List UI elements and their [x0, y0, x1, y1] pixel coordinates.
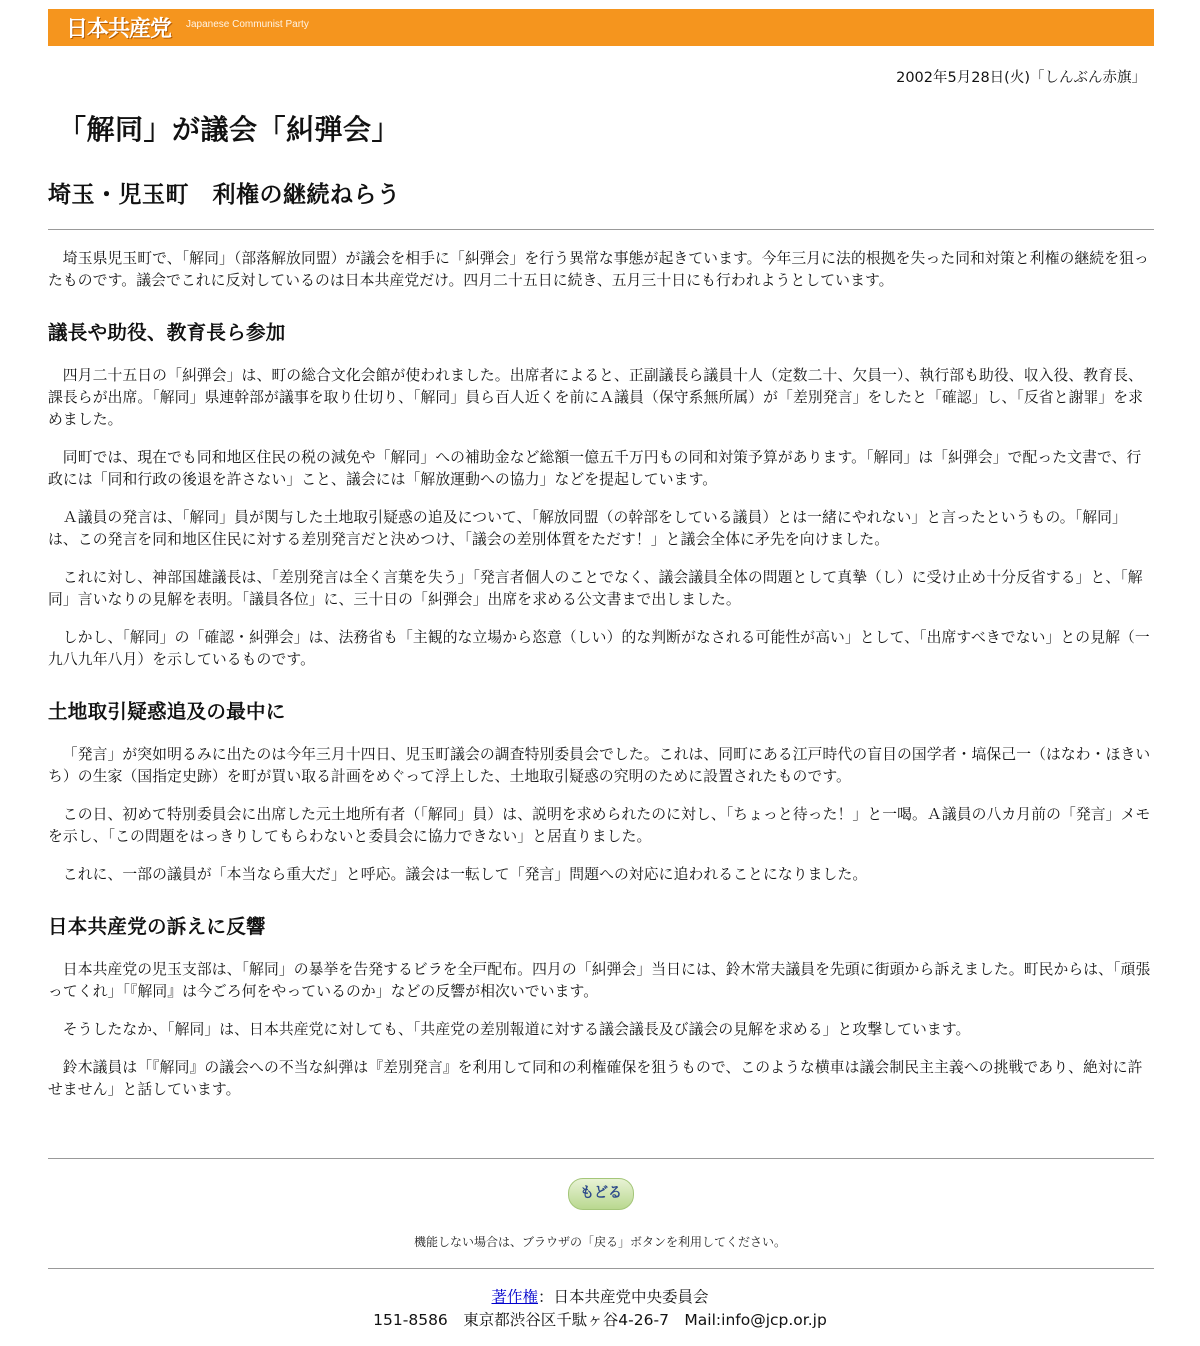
- article-title: 「解同」が議会「糾弾会」: [58, 113, 401, 146]
- site-footer: [0, 1286, 1200, 1332]
- divider: [48, 1158, 1154, 1159]
- section-heading: 土地取引疑惑追及の最中に: [48, 700, 286, 723]
- copyright-link[interactable]: 著作権: [491, 1288, 538, 1306]
- section-heading: 日本共産党の訴えに反響: [48, 915, 266, 938]
- site-header-banner: [48, 9, 1154, 46]
- article-paragraph: これに、一部の議員が「本当なら重大だ」と呼応。議会は一転して「発言」問題への対応に追われることになりました。: [62, 866, 868, 883]
- article-paragraph: 「発言」が突如明るみに出たのは今年三月十四日、児玉町議会の調査特別委員会でした。これは、同町にある江戸時代の盲目の国学者・塙保己一（はなわ・ほきいち）の生家（国指定史跡）を町が買い取る計画をめぐって浮上した、土地取引疑惑の究明のために設置されたものです。: [48, 746, 1151, 785]
- article-paragraph: Ａ議員の発言は、「解同」員が関与した土地取引疑惑の追及について、「解放同盟（の幹部をしている議員）とは一緒にやれない」と言ったというもの。「解同」は、この発言を同和地区住民に対する差別発言だと決めつけ、「議会の差別体質をただす！」と議会全体に矛先を向けました。: [48, 509, 1127, 548]
- article-paragraph: これに対し、神部国雄議長は、「差別発言は全く言葉を失う」「発言者個人のことでなく、議会議員全体の問題として真摯（し）に受け止め十分反省する」と、「解同」言いなりの見解を表明。「議員各位」に、三十日の「糾弾会」出席を求める公文書まで出しました。: [48, 569, 1143, 608]
- back-button-label: もどる: [580, 1185, 622, 1201]
- article-paragraph: 日本共産党の児玉支部は、「解同」の暴挙を告発するビラを全戸配布。四月の「糾弾会」当日には、鈴木常夫議員を先頭に街頭から訴えました。町民からは、「頑張ってくれ」「『解同』は今ごろ何をやっているのか」などの反響が相次いでいます。: [48, 961, 1151, 1000]
- divider: [48, 229, 1154, 230]
- article-paragraph: 四月二十五日の「糾弾会」は、町の総合文化会館が使われました。出席者によると、正副議長ら議員十人（定数二十、欠員一）、執行部も助役、収入役、教育長、課長らが出席。「解同」県連幹部が議事を取り仕切り、「解同」員ら百人近くを前にＡ議員（保守系無所属）が「差別発言」をしたと「確認」し、「反省と謝罪」を求めました。: [48, 367, 1144, 428]
- site-logo[interactable]: 日本共産党: [66, 17, 172, 42]
- article-dateline: 2002年5月28日(火)「しんぶん赤旗」: [896, 70, 1146, 86]
- copyright-holder: ：日本共産党中央委員会: [538, 1288, 709, 1306]
- section-heading: 議長や助役、教育長ら参加: [48, 321, 286, 344]
- article-paragraph: しかし、「解同」の「確認・糾弾会」は、法務省も「主観的な立場から恣意（しい）的な判断がなされる可能性が高い」として、「出席すべきでない」との見解（一九八九年八月）を示しているものです。: [48, 629, 1150, 668]
- back-note: 機能しない場合は、ブラウザの「戻る」ボタンを利用してください。: [413, 1235, 786, 1249]
- article-paragraph: 鈴木議員は「『解同』の議会への不当な糾弾は『差別発言』を利用して同和の利権確保を狙うもので、このような横車は議会制民主主義への挑戦であり、絶対に許せません」と話しています。: [48, 1059, 1143, 1098]
- lead-paragraph: 埼玉県児玉町で、「解同」（部落解放同盟）が議会を相手に「糾弾会」を行う異常な事態が起きています。今年三月に法的根拠を失った同和対策と利権の継続を狙ったものです。議会でこれに反対しているのは日本共産党だけ。四月二十五日に続き、五月三十日にも行われようとしています。: [48, 250, 1149, 289]
- back-button[interactable]: [568, 1178, 634, 1210]
- article-subtitle: 埼玉・児玉町 利権の継続ねらう: [48, 182, 401, 208]
- footer-address: 151-8586 東京都渋谷区千駄ヶ谷4-26-7 Mail:info@jcp.or.jp: [373, 1311, 827, 1329]
- article-body: [48, 248, 1154, 1117]
- site-logo-subtitle: Japanese Communist Party: [186, 19, 309, 30]
- divider: [48, 1268, 1154, 1269]
- copyright-line: [0, 1286, 1200, 1309]
- article-paragraph: そうしたなか、「解同」は、日本共産党に対しても、「共産党の差別報道に対する議会議長及び議会の見解を求める」と攻撃しています。: [62, 1021, 971, 1038]
- article-paragraph: 同町では、現在でも同和地区住民の税の減免や「解同」への補助金など総額一億五千万円もの同和対策予算があります。「解同」は「糾弾会」で配った文書で、行政には「同和行政の後退を許さない」こと、議会には「解放運動への協力」などを提起しています。: [48, 449, 1142, 488]
- article-paragraph: この日、初めて特別委員会に出席した元土地所有者（「解同」員）は、説明を求められたのに対し、「ちょっと待った！」と一喝。Ａ議員の八カ月前の「発言」メモを示し、「この問題をはっきりしてもらわないと委員会に協力できない」と居直りました。: [48, 806, 1151, 845]
